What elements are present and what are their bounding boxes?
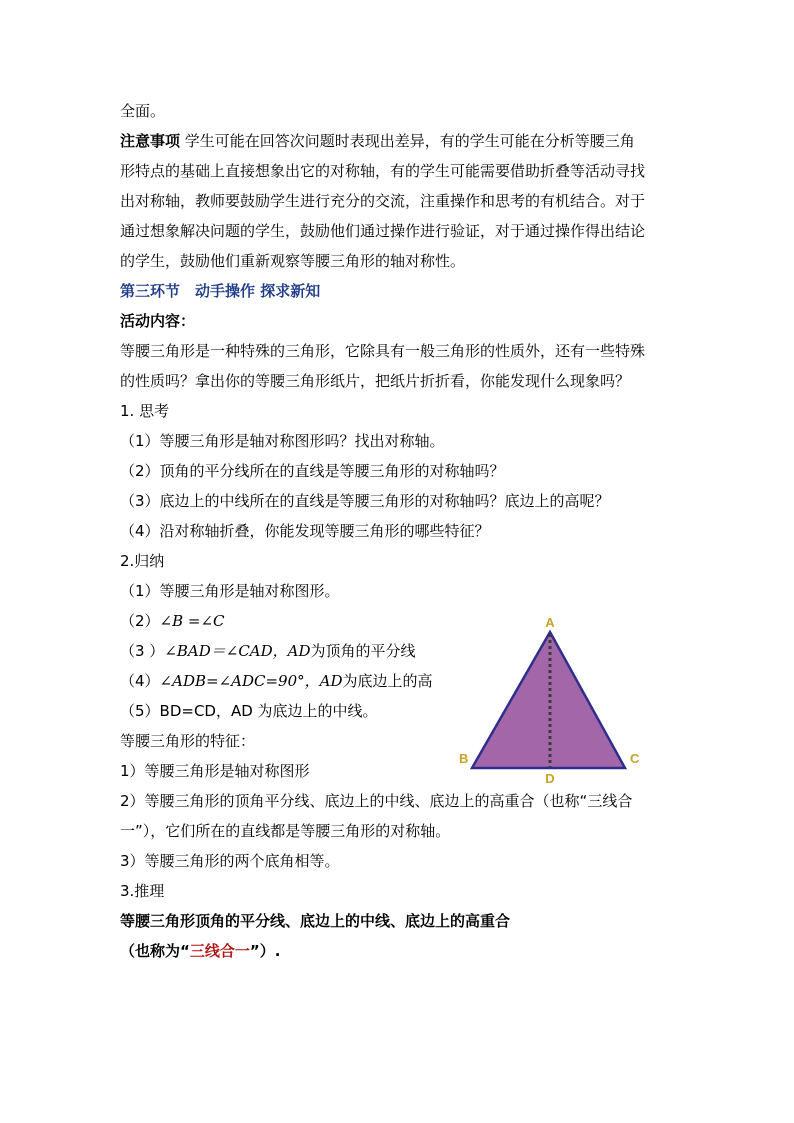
question-item: （2）顶角的平分线所在的直线是等腰三角形的对称轴吗？ — [120, 462, 505, 480]
math-expression: ∠BAD＝∠CAD，AD — [164, 642, 311, 660]
three-lines-term: 三线合一 — [189, 942, 250, 960]
feature-heading: 等腰三角形的特征： — [120, 732, 256, 750]
text-line: 的性质吗？拿出你的等腰三角形纸片，把纸片折折看，你能发现什么现象吗？ — [120, 372, 631, 390]
vertex-label-c: C — [630, 751, 640, 766]
triangle-svg — [455, 610, 645, 785]
feature-item: 一”），它们所在的直线都是等腰三角形的对称轴。 — [120, 822, 451, 840]
conclusion-prefix: （也称为“ — [120, 942, 190, 960]
item-prefix: （4） — [120, 672, 160, 690]
infer-heading: 3.推理 — [120, 882, 165, 900]
isosceles-triangle-figure — [455, 610, 645, 785]
vertex-label-a: A — [545, 615, 555, 630]
document-page — [120, 96, 680, 966]
note-text: 学生可能在回答次问题时表现出差异，有的学生可能在分析等腰三角 — [184, 132, 635, 150]
text-line: 全面。 — [120, 102, 166, 120]
conclusion-line: 等腰三角形顶角的平分线、底边上的中线、底边上的高重合 — [120, 912, 511, 930]
conclusion-line — [120, 936, 680, 966]
item-prefix: （3 ） — [120, 642, 165, 660]
text-line: 形特点的基础上直接想象出它的对称轴，有的学生可能需要借助折叠等活动寻找 — [120, 162, 646, 180]
feature-item: 1）等腰三角形是轴对称图形 — [120, 762, 310, 780]
induce-item: （5）BD=CD，AD 为底边上的中线。 — [120, 702, 378, 720]
text-line: 出对称轴，教师要鼓励学生进行充分的交流，注重操作和思考的有机结合。对于 — [120, 192, 646, 210]
feature-item: 3）等腰三角形的两个底角相等。 — [120, 852, 340, 870]
section-title: 第三环节 动手操作 探求新知 — [120, 282, 321, 300]
note-line — [120, 126, 680, 156]
induce-item: （1）等腰三角形是轴对称图形。 — [120, 582, 340, 600]
item-text: 为底边上的高 — [342, 672, 433, 690]
question-item: （1）等腰三角形是轴对称图形吗？找出对称轴。 — [120, 432, 445, 450]
text-line: 的学生，鼓励他们重新观察等腰三角形的轴对称性。 — [120, 252, 466, 270]
conclusion-suffix: ”）. — [249, 942, 281, 960]
point-label-d: D — [545, 771, 555, 785]
math-expression: ∠B =∠C — [159, 612, 225, 630]
text-line: 等腰三角形是一种特殊的三角形，它除具有一般三角形的性质外，还有一些特殊 — [120, 342, 646, 360]
feature-item: 2）等腰三角形的顶角平分线、底边上的中线、底边上的高重合（也称“三线合 — [120, 792, 633, 810]
item-prefix: （2） — [120, 612, 160, 630]
think-heading: 1. 思考 — [120, 402, 170, 420]
activity-label: 活动内容： — [120, 312, 196, 330]
math-expression: ∠ADB=∠ADC=90°，AD — [159, 672, 343, 690]
item-text: 为顶角的平分线 — [310, 642, 416, 660]
question-item: （4）沿对称轴折叠，你能发现等腰三角形的哪些特征？ — [120, 522, 490, 540]
note-label: 注意事项 — [120, 132, 181, 150]
text-line: 通过想象解决问题的学生，鼓励他们通过操作进行验证，对于通过操作得出结论 — [120, 222, 646, 240]
question-item: （3）底边上的中线所在的直线是等腰三角形的对称轴吗？底边上的高呢？ — [120, 492, 610, 510]
vertex-label-b: B — [459, 751, 469, 766]
induce-heading: 2.归纳 — [120, 552, 165, 570]
